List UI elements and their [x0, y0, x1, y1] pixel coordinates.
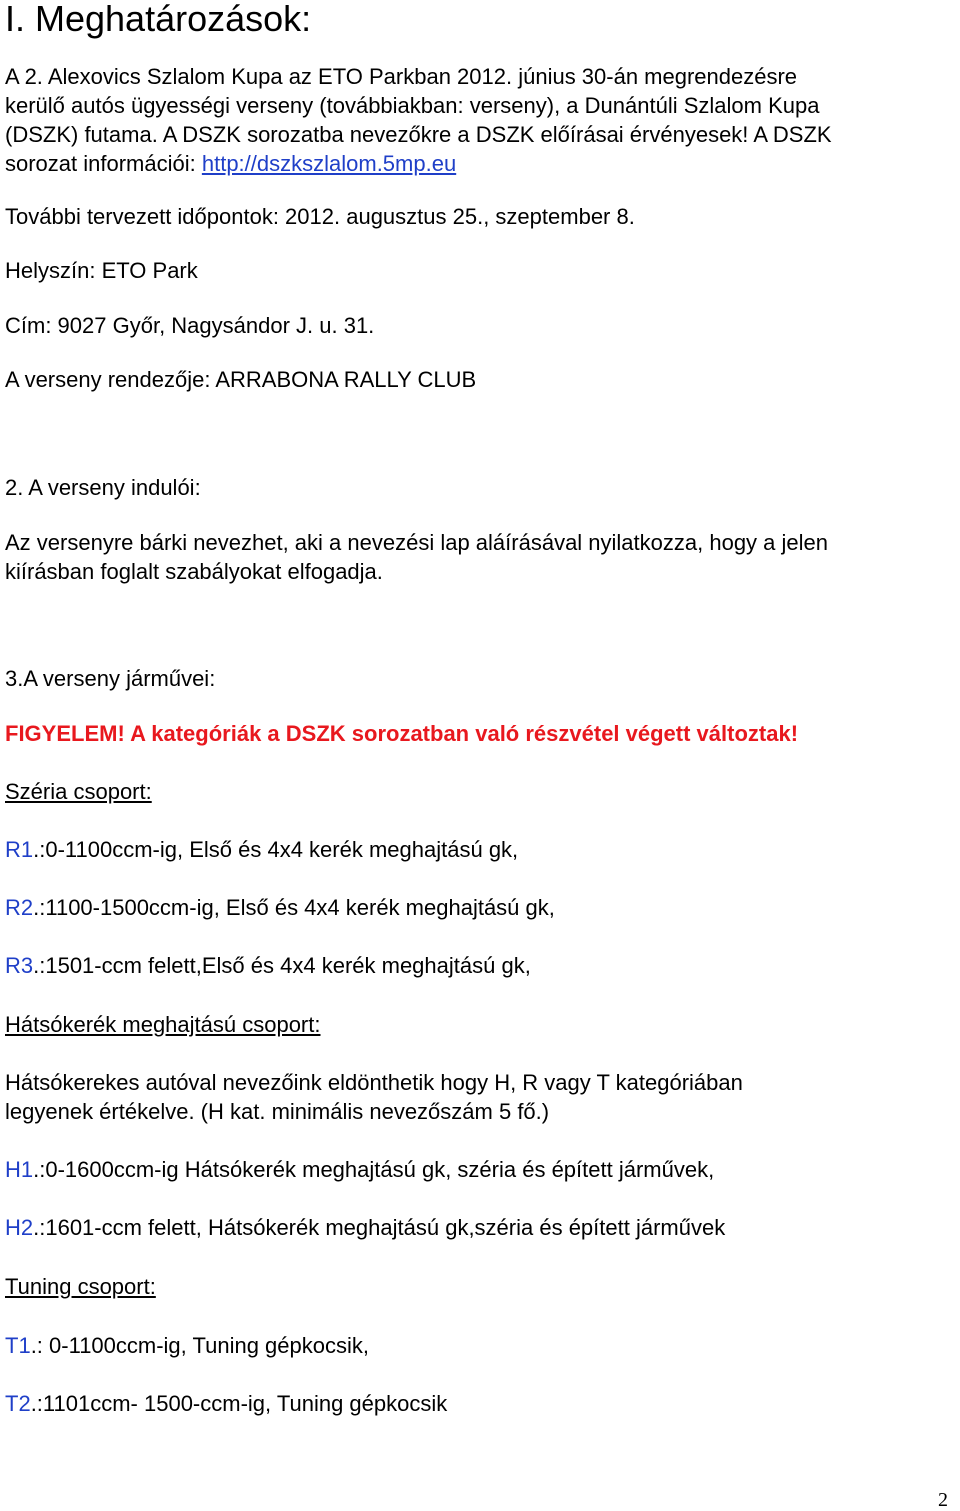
address-line: Cím: 9027 Győr, Nagysándor J. u. 31. [5, 313, 375, 338]
intro-line-4 [5, 149, 456, 178]
category-text: .:1601-ccm felett, Hátsókerék meghajtású gk,széria és épített járművek [33, 1215, 726, 1240]
category-code: R2 [5, 895, 34, 920]
dszk-link[interactable]: http://dszkszlalom.5mp.eu [201, 151, 457, 176]
category-text: .:1501-ccm felett,Első és 4x4 kerék meghajtású gk, [33, 953, 531, 978]
page-number: 2 [938, 1489, 948, 1511]
rear-desc-line-1: Hátsókerekes autóval nevezőink eldönthetik hogy H, R vagy T kategóriában [5, 1070, 743, 1095]
category-code: T1 [5, 1333, 31, 1358]
seria-group-title: Széria csoport: [5, 779, 152, 804]
section-2-title: 2. A verseny indulói: [5, 475, 201, 500]
category-h2 [5, 1213, 725, 1242]
category-code: T2 [5, 1391, 31, 1416]
category-text: .:1101ccm- 1500-ccm-ig, Tuning gépkocsik [30, 1391, 448, 1416]
category-code: R1 [5, 837, 34, 862]
category-t2 [5, 1389, 447, 1418]
category-code: R3 [5, 953, 34, 978]
section-3-title: 3.A verseny járművei: [5, 666, 216, 691]
category-text: .:0-1600ccm-ig Hátsókerék meghajtású gk, széria és épített járművek, [33, 1157, 715, 1182]
location-line: Helyszín: ETO Park [5, 258, 198, 283]
intro-line-4-prefix: sorozat információi: [5, 151, 202, 176]
rear-group-title: Hátsókerék meghajtású csoport: [5, 1012, 321, 1037]
intro-line-3: (DSZK) futama. A DSZK sorozatba nevezőkre a DSZK előírásai érvényesek! A DSZK [5, 122, 832, 147]
rear-desc-line-2: legyenek értékelve. (H kat. minimális nevezőszám 5 fő.) [5, 1099, 550, 1124]
section-2-line-2: kiírásban foglalt szabályokat elfogadja. [5, 559, 383, 584]
category-code: H2 [5, 1215, 34, 1240]
intro-line-1: A 2. Alexovics Szlalom Kupa az ETO Parkban 2012. június 30-án megrendezésre [5, 64, 798, 89]
category-code: H1 [5, 1157, 34, 1182]
category-text: .:0-1100ccm-ig, Első és 4x4 kerék meghajtású gk, [33, 837, 519, 862]
category-h1 [5, 1155, 714, 1184]
tuning-group-title: Tuning csoport: [5, 1274, 156, 1299]
intro-line-2: kerülő autós ügyességi verseny (továbbiakban: verseny), a Dunántúli Szlalom Kupa [5, 93, 820, 118]
organizer-line: A verseny rendezője: ARRABONA RALLY CLUB [5, 367, 477, 392]
category-t1 [5, 1331, 369, 1360]
page-heading: I. Meghatározások: [5, 0, 312, 39]
category-r3 [5, 951, 531, 980]
category-text: .: 0-1100ccm-ig, Tuning gépkocsik, [30, 1333, 370, 1358]
category-r1 [5, 835, 518, 864]
category-r2 [5, 893, 555, 922]
category-text: .:1100-1500ccm-ig, Első és 4x4 kerék meghajtású gk, [33, 895, 555, 920]
warning-text: FIGYELEM! A kategóriák a DSZK sorozatban való részvétel végett változtak! [5, 721, 799, 746]
dates-line: További tervezett időpontok: 2012. augusztus 25., szeptember 8. [5, 204, 635, 229]
section-2-line-1: Az versenyre bárki nevezhet, aki a nevezési lap aláírásával nyilatkozza, hogy a jelen [5, 530, 829, 555]
